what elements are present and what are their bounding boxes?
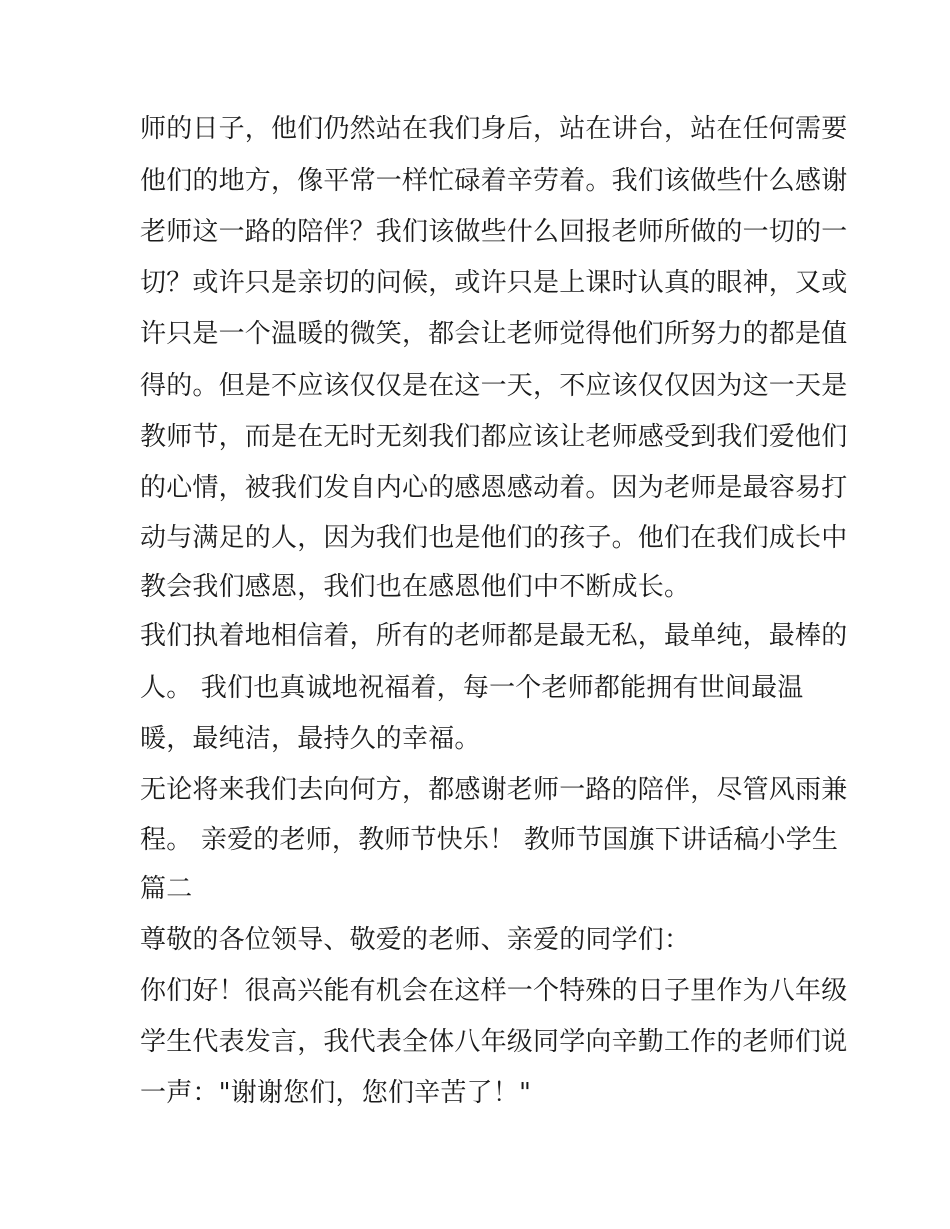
text-line: 他们的地方，像平常一样忙碌着辛劳着。我们该做些什么感谢 bbox=[140, 166, 848, 196]
text-line: 人。 我们也真诚地祝福着，每一个老师都能拥有世间最温 bbox=[140, 673, 804, 703]
text-line: 无论将来我们去向何方，都感谢老师一路的陪伴，尽管风雨兼 bbox=[140, 775, 848, 805]
text-line: 教师节，而是在无时无刻我们都应该让老师感受到我们爱他们 bbox=[140, 422, 848, 452]
text-line: 老师这一路的陪伴？我们该做些什么回报老师所做的一切的一 bbox=[140, 217, 848, 247]
text-line: 暖，最纯洁，最持久的幸福。 bbox=[140, 724, 481, 754]
text-line: 教会我们感恩，我们也在感恩他们中不断成长。 bbox=[140, 572, 691, 602]
text-line: 我们执着地相信着，所有的老师都是最无私，最单纯，最棒的 bbox=[140, 621, 848, 651]
text-line: 一声："谢谢您们，您们辛苦了！" bbox=[140, 1078, 532, 1108]
text-line: 许只是一个温暖的微笑，都会让老师觉得他们所努力的都是值 bbox=[140, 319, 848, 349]
text-line: 学生代表发言，我代表全体八年级同学向辛勤工作的老师们说 bbox=[140, 1027, 848, 1057]
text-line: 师的日子，他们仍然站在我们身后，站在讲台，站在任何需要 bbox=[140, 114, 848, 144]
text-line: 篇二 bbox=[140, 874, 193, 904]
text-line: 尊敬的各位领导、敬爱的老师、亲爱的同学们： bbox=[140, 925, 691, 955]
text-line: 程。 亲爱的老师，教师节快乐！ 教师节国旗下讲话稿小学生 bbox=[140, 825, 839, 855]
text-line: 你们好！很高兴能有机会在这样一个特殊的日子里作为八年级 bbox=[140, 976, 848, 1006]
text-line: 的心情，被我们发自内心的感恩感动着。因为老师是最容易打 bbox=[140, 473, 848, 503]
text-line: 切？或许只是亲切的问候，或许只是上课时认真的眼神，又或 bbox=[140, 268, 848, 298]
text-line: 得的。但是不应该仅仅是在这一天，不应该仅仅因为这一天是 bbox=[140, 371, 848, 401]
text-line: 动与满足的人，因为我们也是他们的孩子。他们在我们成长中 bbox=[140, 523, 848, 553]
